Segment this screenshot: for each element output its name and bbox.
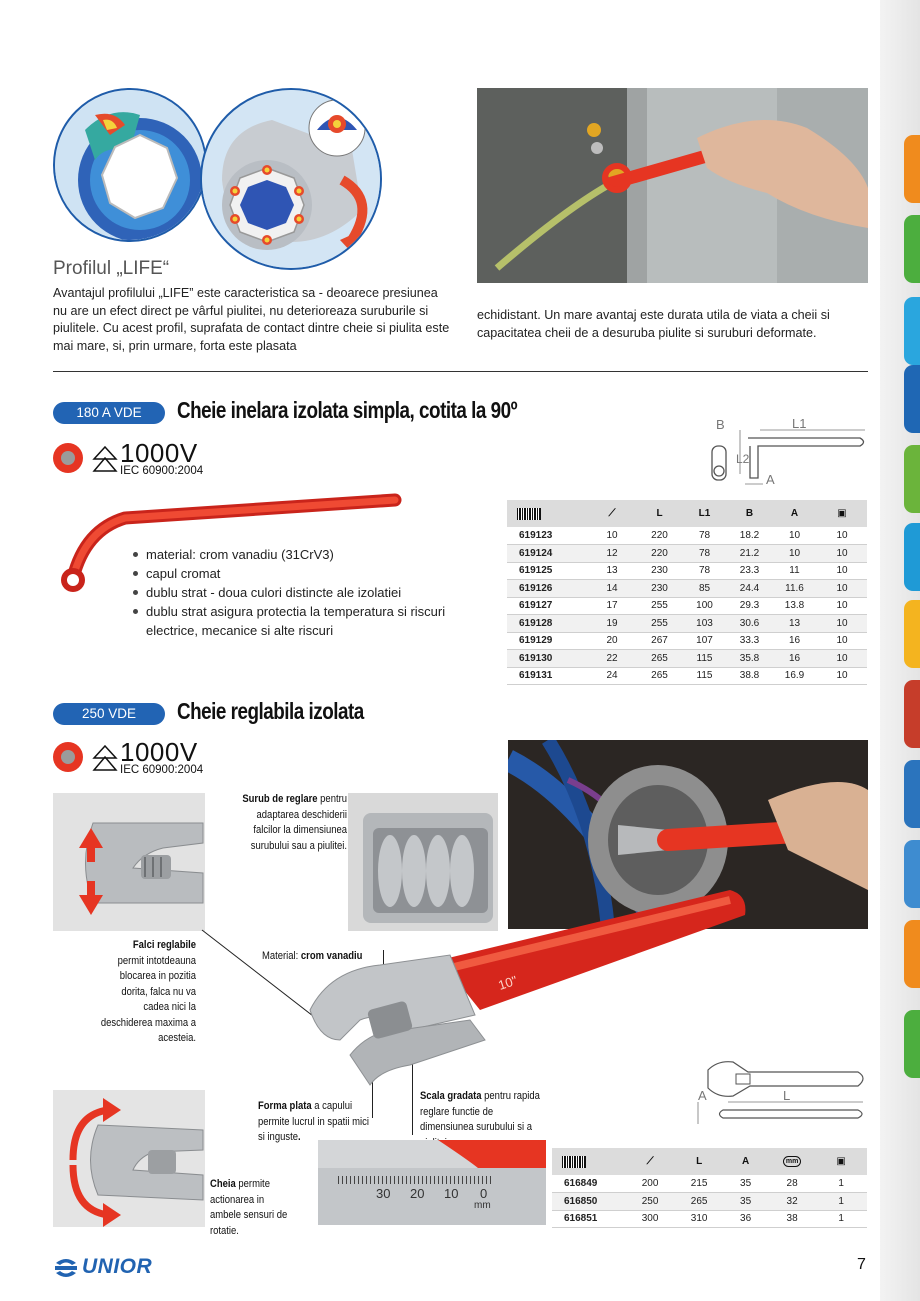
table-cell: 29.3 (727, 597, 772, 615)
table-cell: 230 (637, 562, 682, 580)
table-cell: 35 (722, 1193, 768, 1211)
table-cell: 13 (772, 615, 817, 633)
table-cell: 11.6 (772, 580, 817, 598)
table-cell: 220 (637, 527, 682, 545)
callout-rotation (210, 1177, 296, 1239)
table-cell: 17 (587, 597, 637, 615)
scale-closeup-photo (318, 1140, 546, 1225)
table-cell: 1 (815, 1175, 867, 1193)
table-cell: 85 (682, 580, 727, 598)
table-row (507, 597, 867, 615)
table-row (507, 615, 867, 633)
table-cell: 22 (587, 650, 637, 668)
wrench-size-icon: ⟋ (646, 1156, 654, 1167)
double-triangle-icon (92, 445, 118, 473)
table-cell: 10 (817, 632, 867, 650)
profile-render-left (53, 88, 207, 242)
article-code-cell: 616851 (552, 1210, 624, 1228)
feature-item: dublu strat - doua culori distincte ale izolatiei (130, 583, 460, 602)
col-header-l: L (676, 1148, 722, 1175)
voltage-rating: 1000V (120, 438, 198, 468)
article-code-cell: 619123 (507, 527, 587, 545)
table-row (507, 562, 867, 580)
section-divider (53, 371, 868, 372)
callout-material-prefix: Material: (262, 950, 299, 962)
wrench-size-icon: ⟋ (608, 508, 616, 519)
double-triangle-icon (92, 744, 118, 772)
feature-item: dublu strat asigura protectia la temperatura si riscuri electrice, mecanice si alte riscuri (130, 602, 460, 640)
callout-rotation-bold: Cheia (210, 1178, 236, 1190)
section-title: Cheie reglabila izolata (177, 698, 364, 724)
chapter-tab (904, 840, 920, 908)
callout-flat-head-bold: Forma plata (258, 1100, 312, 1112)
hand-wrench-photo (477, 88, 868, 283)
article-code-cell: 619131 (507, 667, 587, 685)
product-code-badge: 180 A VDE (53, 402, 165, 424)
table-cell: 16 (772, 632, 817, 650)
col-header-l: L (637, 500, 682, 527)
page-number: 7 (857, 1256, 866, 1273)
article-code-cell: 619125 (507, 562, 587, 580)
spec-table-ring-wrench (507, 500, 867, 685)
chapter-tab (904, 135, 920, 203)
iec-standard: IEC 60900:2004 (120, 764, 204, 776)
table-cell: 107 (682, 632, 727, 650)
scale-label: 20 (410, 1186, 425, 1201)
table-cell: 220 (637, 545, 682, 563)
article-code-cell: 619129 (507, 632, 587, 650)
table-cell: 18.2 (727, 527, 772, 545)
feature-list (130, 545, 460, 640)
table-cell: 36 (722, 1210, 768, 1228)
dim-label-a: A (766, 472, 775, 487)
table-row (507, 527, 867, 545)
article-code-cell: 619124 (507, 545, 587, 563)
table-cell: 115 (682, 650, 727, 668)
table-cell: 10 (772, 527, 817, 545)
table-cell: 250 (624, 1193, 676, 1211)
table-cell: 10 (817, 527, 867, 545)
dim-label-l1: L1 (792, 416, 807, 431)
callout-adjusting-screw-text: pentru adaptarea deschiderii falcilor la dimensiunea surubului sau a piulitei. (250, 793, 347, 852)
article-code-cell: 619130 (507, 650, 587, 668)
insulation-badge-icon (53, 742, 83, 772)
col-header-a: A (722, 1148, 768, 1175)
table-cell: 35.8 (727, 650, 772, 668)
table-row (552, 1193, 867, 1211)
chapter-tab (904, 523, 920, 591)
profile-title: Profilul „LIFE“ (53, 258, 170, 279)
table-cell: 230 (637, 580, 682, 598)
table-cell: 28 (769, 1175, 815, 1193)
mm-icon: mm (783, 1156, 801, 1167)
article-code-cell: 616850 (552, 1193, 624, 1211)
table-cell: 78 (682, 562, 727, 580)
dim-label-a: A (698, 1088, 707, 1103)
profile-render-right (200, 88, 382, 270)
table-cell: 1 (815, 1210, 867, 1228)
wrench-size-label: 10" (496, 972, 520, 993)
scale-unit: mm (474, 1200, 491, 1211)
table-cell: 265 (637, 667, 682, 685)
callout-rotation-text: permite actionarea in ambele sensuri de rotatie. (210, 1178, 288, 1237)
chapter-tab (904, 920, 920, 988)
table-cell: 32 (769, 1193, 815, 1211)
ring-wrench-diagram (700, 416, 870, 488)
table-cell: 10 (817, 650, 867, 668)
voltage-rating: 1000V (120, 737, 198, 767)
intro-text-right: echidistant. Un mare avantaj este durata utila de viata a cheii si capacitatea cheii de a desuruba piulite si suruburi deformate. (477, 308, 830, 340)
jaw-adjust-photo (53, 793, 205, 931)
intro-text-left: Avantajul profilului „LIFE” este caracteristica sa - deoarece presiunea nu are un efect direct pe vârful piulitei, nu deterioreaza suruburile si piulitele. Cu acest profil, suprafata de contact dintre cheie si piulita este mai mare, si, prin urmare, forta este plasata (53, 286, 450, 353)
table-cell: 23.3 (727, 562, 772, 580)
callout-adjusting-screw (240, 792, 348, 854)
table-cell: 10 (587, 527, 637, 545)
scale-label: 0 (480, 1186, 488, 1201)
table-cell: 115 (682, 667, 727, 685)
table-cell: 24.4 (727, 580, 772, 598)
table-row (507, 650, 867, 668)
callout-flat-head-text: a capului permite lucrul in spatii mici si inguste (258, 1100, 369, 1143)
adjustable-wrench-diagram (688, 1052, 870, 1124)
callout-scale-bold: Scala gradata (420, 1090, 482, 1102)
dim-label-l: L (783, 1088, 791, 1103)
col-header-b: B (727, 500, 772, 527)
table-cell: 35 (722, 1175, 768, 1193)
table-cell: 30.6 (727, 615, 772, 633)
table-cell: 200 (624, 1175, 676, 1193)
feature-item: material: crom vanadiu (31CrV3) (130, 545, 460, 564)
callout-scale-text: pentru rapida reglare functie de dimensiunea surubului si a (420, 1090, 540, 1133)
chapter-tab (904, 445, 920, 513)
table-cell: 10 (817, 667, 867, 685)
package-icon: ▣ (837, 508, 847, 519)
table-cell: 19 (587, 615, 637, 633)
table-cell: 11 (772, 562, 817, 580)
table-cell: 33.3 (727, 632, 772, 650)
table-cell: 265 (676, 1193, 722, 1211)
dim-label-b: B (716, 417, 725, 432)
table-cell: 10 (817, 545, 867, 563)
col-header-l1: L1 (682, 500, 727, 527)
table-cell: 10 (817, 580, 867, 598)
unior-logo-icon (53, 1257, 79, 1279)
rotation-photo (53, 1090, 205, 1227)
article-code-cell: 619126 (507, 580, 587, 598)
package-icon: ▣ (836, 1156, 846, 1167)
product-code-badge: 250 VDE (53, 703, 165, 725)
table-cell: 13 (587, 562, 637, 580)
table-cell: 103 (682, 615, 727, 633)
table-cell: 100 (682, 597, 727, 615)
table-cell: 78 (682, 527, 727, 545)
table-cell: 255 (637, 597, 682, 615)
callout-adjustable-jaws-text: permit intotdeauna blocarea in pozitia dorita, falca nu va cadea nici la deschiderea maxima a acesteia. (100, 954, 196, 1044)
chapter-tab (904, 215, 920, 283)
table-cell: 10 (817, 562, 867, 580)
table-row (507, 632, 867, 650)
col-header-a: A (772, 500, 817, 527)
table-cell: 21.2 (727, 545, 772, 563)
article-code-cell: 616849 (552, 1175, 624, 1193)
table-cell: 10 (817, 597, 867, 615)
scale-label: 30 (376, 1186, 391, 1201)
article-code-cell: 619128 (507, 615, 587, 633)
table-row (552, 1175, 867, 1193)
table-cell: 265 (637, 650, 682, 668)
table-cell: 12 (587, 545, 637, 563)
chapter-tab (904, 600, 920, 668)
table-cell: 16 (772, 650, 817, 668)
callout-flat-head (258, 1099, 374, 1146)
chapter-tab (904, 297, 920, 365)
insulation-badge-icon (53, 443, 83, 473)
callout-adjustable-jaws-bold: Falci reglabile (132, 939, 196, 951)
chapter-tab (904, 760, 920, 828)
table-row (507, 667, 867, 685)
table-row (552, 1210, 867, 1228)
dim-label-l2: L2 (736, 452, 750, 466)
chapter-tab (904, 365, 920, 433)
callout-flat-head-end: . (297, 1131, 301, 1143)
table-cell: 267 (637, 632, 682, 650)
table-row (507, 545, 867, 563)
chapter-tab (904, 1010, 920, 1078)
table-cell: 1 (815, 1193, 867, 1211)
callout-adjusting-screw-bold: Surub de reglare (242, 793, 318, 805)
callout-adjustable-jaws (96, 938, 196, 1047)
table-cell: 16.9 (772, 667, 817, 685)
table-cell: 300 (624, 1210, 676, 1228)
barcode-icon (562, 1156, 586, 1168)
article-code-cell: 619127 (507, 597, 587, 615)
chapter-tab (904, 680, 920, 748)
scale-label: 10 (444, 1186, 459, 1201)
table-cell: 14 (587, 580, 637, 598)
feature-item: capul cromat (130, 564, 460, 583)
table-cell: 10 (817, 615, 867, 633)
table-row (507, 580, 867, 598)
table-cell: 255 (637, 615, 682, 633)
table-cell: 215 (676, 1175, 722, 1193)
brand-logo-text: UNIOR (82, 1255, 153, 1278)
table-cell: 24 (587, 667, 637, 685)
table-cell: 20 (587, 632, 637, 650)
table-cell: 10 (772, 545, 817, 563)
iec-standard: IEC 60900:2004 (120, 465, 204, 477)
section-title: Cheie inelara izolata simpla, cotita la 90º (177, 397, 518, 423)
table-cell: 78 (682, 545, 727, 563)
table-cell: 38.8 (727, 667, 772, 685)
callout-material-bold: crom vanadiu (300, 950, 363, 962)
spec-table-adjustable-wrench (552, 1148, 867, 1228)
barcode-icon (517, 508, 541, 520)
adjustable-wrench-product-image (290, 880, 750, 1110)
table-cell: 38 (769, 1210, 815, 1228)
table-cell: 13.8 (772, 597, 817, 615)
table-cell: 310 (676, 1210, 722, 1228)
